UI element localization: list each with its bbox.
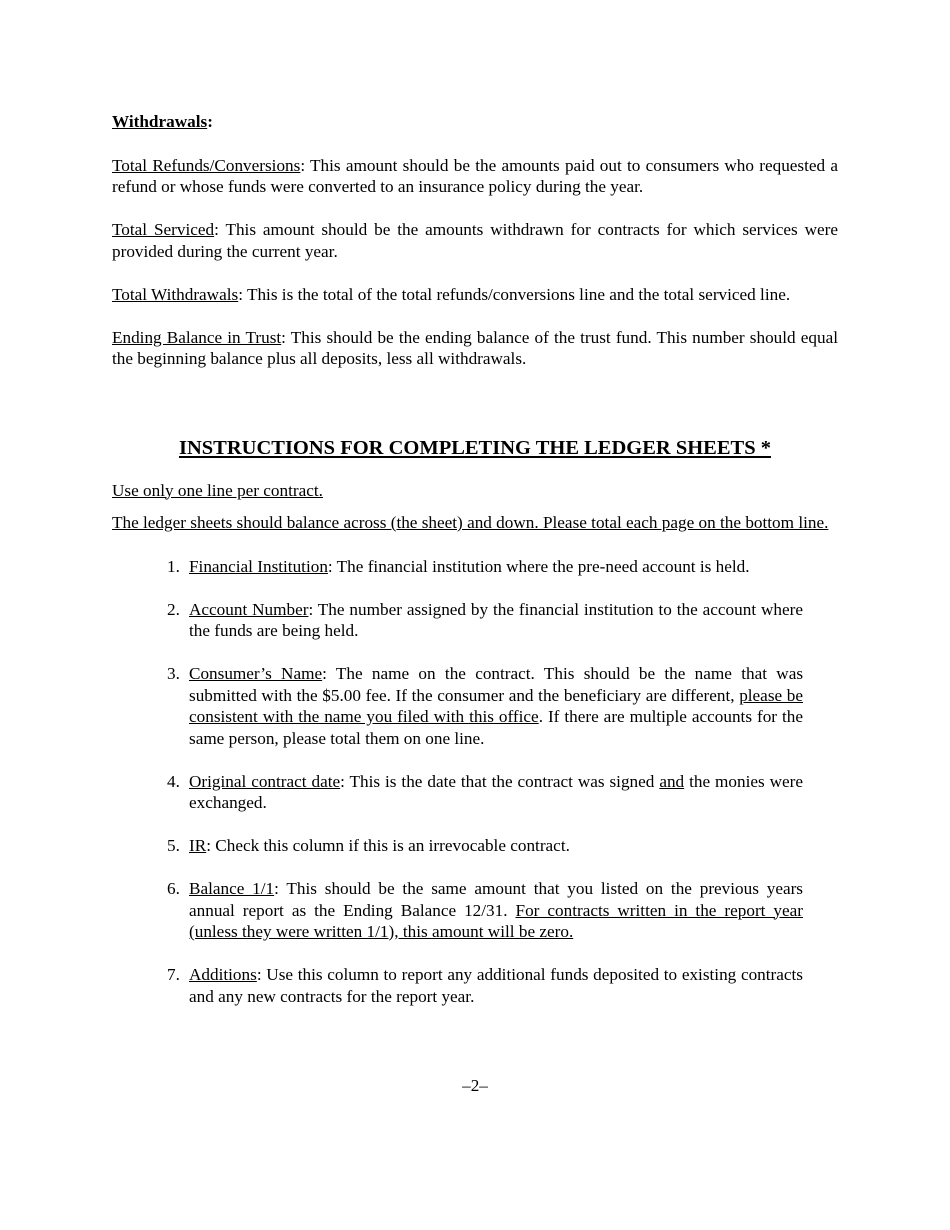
withdrawals-heading-text: Withdrawals <box>112 112 208 131</box>
item-term: Balance 1/1 <box>189 879 275 898</box>
item-text-underlined: and <box>659 771 685 791</box>
note-text: Use only one line per contract. <box>112 480 323 500</box>
item-text-underlined: please be consistent with the name you filed with this office <box>189 685 803 726</box>
term-text: : This is the total of the total refunds/conversions line and the total serviced line. <box>238 284 791 304</box>
item-text-underlined: For contracts written in the report year (unless they were written 1/1), this amount will be zero. <box>189 900 803 941</box>
definition-total-serviced <box>112 219 838 262</box>
term-label: Total Serviced <box>112 220 215 239</box>
item-number: 4. <box>167 771 180 791</box>
list-item <box>167 878 803 943</box>
definition-total-refunds <box>112 155 838 198</box>
item-text: : The financial institution where the pre-need account is held. <box>327 556 750 576</box>
page-number: –2– <box>462 1076 488 1095</box>
item-number: 1. <box>167 556 180 576</box>
list-item <box>167 556 803 578</box>
instruction-note-balance: The ledger sheets should balance across (the sheet) and down. Please total each page on the bottom line. <box>112 513 829 532</box>
instructions-title: INSTRUCTIONS FOR COMPLETING THE LEDGER SHEETS * <box>179 436 771 459</box>
list-item <box>167 599 803 642</box>
item-text: : The number assigned by the financial institution to the account where the funds are being held. <box>189 599 803 640</box>
item-text: : This should be the same amount that you listed on the previous years annual report as the Ending Balance 12/31. <box>189 879 803 920</box>
item-text: : The name on the contract. This should be the name that was submitted with the $5.00 fee. If the consumer and the beneficiary are different, <box>189 664 804 705</box>
item-text: . If there are multiple accounts for the same person, please total them on one line. <box>189 707 803 748</box>
item-text: : This is the date that the contract was signed <box>340 771 660 791</box>
item-text: the monies were exchanged. <box>189 771 803 812</box>
term-label: Total Withdrawals <box>112 284 239 304</box>
withdrawals-heading <box>112 111 838 133</box>
item-term: Original contract date <box>189 771 341 791</box>
withdrawals-heading-colon: : <box>207 112 213 131</box>
term-label: Total Refunds/Conversions <box>112 155 301 175</box>
item-text: : Use this column to report any additional funds deposited to existing contracts and any new contracts for the report year. <box>189 965 803 1006</box>
definition-total-withdrawals <box>112 284 838 306</box>
item-number: 3. <box>167 664 180 683</box>
term-text: : This should be the ending balance of the trust fund. This number should equal the beginning balance plus all deposits, less all withdrawals. <box>112 327 838 368</box>
item-term: Financial Institution <box>189 556 328 576</box>
item-number: 6. <box>167 879 180 898</box>
document-page <box>112 111 838 1029</box>
list-item <box>167 771 803 814</box>
instruction-list <box>112 556 803 1008</box>
item-number: 7. <box>167 965 180 984</box>
list-item <box>167 964 803 1007</box>
item-text: : Check this column if this is an irrevocable contract. <box>206 836 570 855</box>
item-term: Additions <box>189 965 257 984</box>
item-term: IR <box>189 836 207 855</box>
term-text: : This amount should be the amounts withdrawn for contracts for which services were provided during the current year. <box>112 220 839 261</box>
item-term: Consumer’s Name <box>189 664 323 683</box>
term-label: Ending Balance in Trust <box>112 327 282 347</box>
instruction-note-one-line <box>112 480 838 502</box>
item-number: 5. <box>167 836 180 855</box>
term-text: : This amount should be the amounts paid out to consumers who requested a refund or whose funds were converted to an insurance policy during the year. <box>112 155 838 196</box>
item-term: Account Number <box>189 599 309 619</box>
list-item <box>167 663 803 749</box>
list-item <box>167 835 803 857</box>
definition-ending-balance <box>112 327 838 370</box>
item-number: 2. <box>167 599 180 619</box>
